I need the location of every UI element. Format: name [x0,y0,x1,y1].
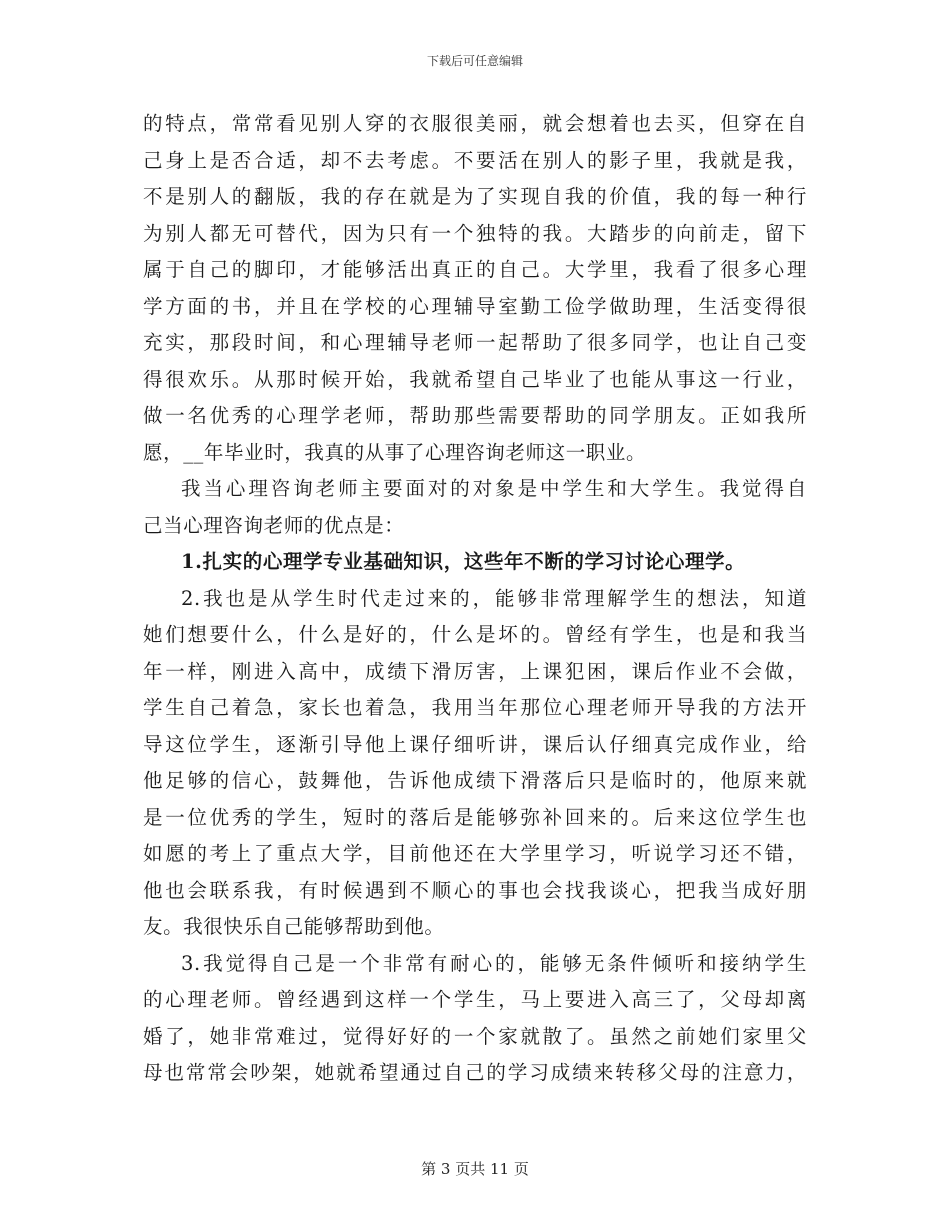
text-line: 年一样，刚进入高中，成绩下滑厉害，上课犯困，课后作业不会做， [143,659,807,683]
text-line: 属于自己的脚印，才能够活出真正的自己。大学里，我看了很多心理 [143,258,807,281]
text-line: 做一名优秀的心理学老师，帮助那些需要帮助的同学朋友。正如我所 [143,404,807,427]
numbered-point-3: 3.我觉得自己是一个非常有耐心的，能够无条件倾听和接纳学生 [181,951,807,975]
text-line: 学方面的书，并且在学校的心理辅导室勤工俭学做助理，生活变得很 [143,294,807,318]
text-line: 的心理老师。曾经遇到这样一个学生，马上要进入高三了，父母却离 [143,988,807,1011]
text-line: 母也常常会吵架，她就希望通过自己的学习成绩来转移父母的注意力， [143,1061,807,1084]
document-body [143,106,807,1092]
numbered-point-1: 1.扎实的心理学专业基础知识，这些年不断的学习讨论心理学。 [181,550,746,573]
text-line: 的特点，常常看见别人穿的衣服很美丽，就会想着也去买，但穿在自 [143,112,807,135]
text-line: 他也会联系我，有时候遇到不顺心的事也会找我谈心，把我当成好朋 [143,878,807,902]
page-number-footer: 第 3 页共 11 页 [421,1160,529,1178]
paragraph-start-line: 我当心理咨询老师主要面对的对象是中学生和大学生。我觉得自 [181,477,807,500]
text-line: 学生自己着急，家长也着急，我用当年那位心理老师开导我的方法开 [143,696,807,719]
text-line: 得很欢乐。从那时候开始，我就希望自己毕业了也能从事这一行业， [143,367,807,391]
text-line: 如愿的考上了重点大学，目前他还在大学里学习，听说学习还不错， [143,842,807,865]
text-line: 婚了，她非常难过，觉得好好的一个家就散了。虽然之前她们家里父 [143,1024,807,1048]
text-line: 充实，那段时间，和心理辅导老师一起帮助了很多同学，也让自己变 [143,331,807,354]
text-line: 己当心理咨询老师的优点是： [143,513,405,537]
text-line: 愿，__年毕业时，我真的从事了心理咨询老师这一职业。 [143,440,647,464]
text-line: 友。我很快乐自己能够帮助到他。 [143,915,445,938]
text-line: 为别人都无可替代，因为只有一个独特的我。大踏步的向前走，留下 [143,221,807,245]
numbered-point-2: 2.我也是从学生时代走过来的，能够非常理解学生的想法，知道 [181,586,807,610]
text-line: 她们想要什么，什么是好的，什么是坏的。曾经有学生，也是和我当 [143,623,807,646]
text-line: 己身上是否合适，却不去考虑。不要活在别人的影子里，我就是我， [143,148,807,172]
page-header-note: 下载后可任意编辑 [426,54,523,68]
text-line: 他足够的信心，鼓舞他，告诉他成绩下滑落后只是临时的，他原来就 [143,769,807,792]
text-line: 不是别人的翻版，我的存在就是为了实现自我的价值，我的每一种行 [143,185,807,208]
text-line: 是一位优秀的学生，短时的落后是能够弥补回来的。后来这位学生也 [143,805,807,829]
text-line: 导这位学生，逐渐引导他上课仔细听讲，课后认仔细真完成作业，给 [143,732,807,756]
